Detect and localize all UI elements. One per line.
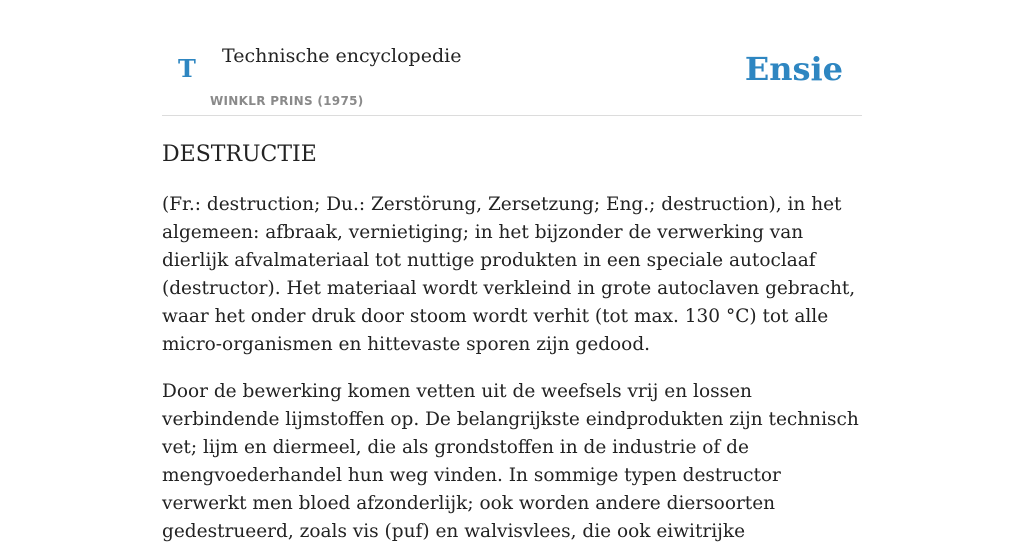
- entry-paragraph: (Fr.: destruction; Du.: Zerstörung, Zersetzung; Eng.; destruction), in het algemeen: afbraak, vernietiging; in het bijzonder de verwerking van dierlijk afvalmateriaal tot nuttige produkten in een speciale autoclaaf (destructor). Het materiaal wordt verkleind in grote autoclaven gebracht, waar het onder druk door stoom wordt verhit (tot max. 130 °C) tot alle micro-organismen en hittevaste sporen zijn gedood.: [162, 194, 856, 355]
- page-container: [162, 0, 862, 546]
- book-title-link[interactable]: Technische encyclopedie: [222, 45, 462, 67]
- entry-title: DESTRUCTIE: [162, 142, 317, 167]
- page-header: [162, 0, 862, 116]
- entry-paragraph: Door de bewerking komen vetten uit de weefsels vrij en lossen verbindende lijmstoffen op. De belangrijkste eindprodukten zijn technisch vet; lijm en diermeel, die als grondstoffen in de industrie of de mengvoederhandel hun weg vinden. In sommige typen destructor verwerkt men bloed afzonderlijk; ook worden andere diersoorten gedestrueerd, zoals vis (puf) en walvisvlees, die ook eiwitrijke: [162, 381, 859, 542]
- brand-logo-link[interactable]: Ensie: [744, 50, 843, 88]
- book-logo-icon[interactable]: T: [178, 54, 196, 83]
- source-label: WINKLR PRINS (1975): [210, 94, 364, 108]
